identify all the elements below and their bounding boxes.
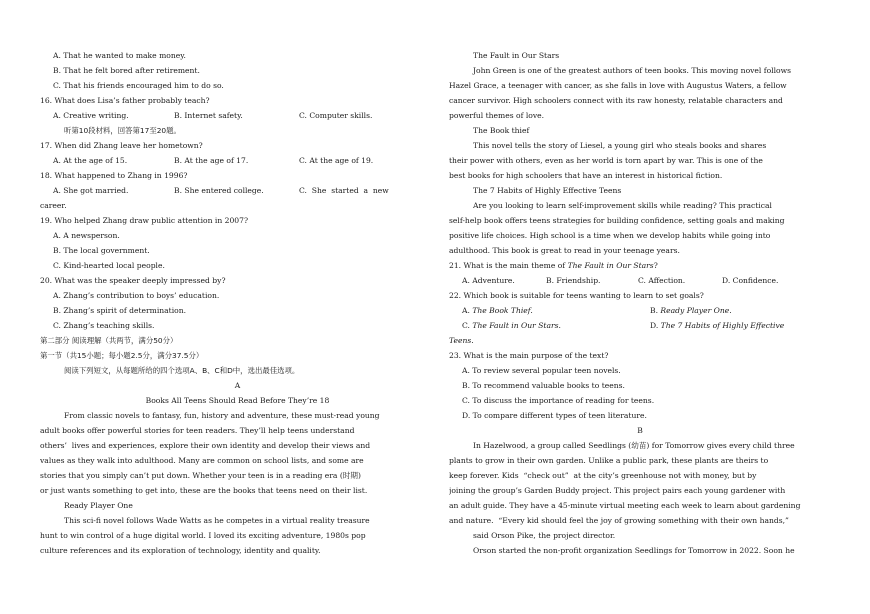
- q21-option-a: A. Adventure.: [462, 276, 515, 285]
- fault-line-1: John Green is one of the greatest authors of teen books. This moving novel follows: [473, 66, 791, 75]
- intro-line-6: or just wants something to get into, these are the books that teens need on their list.: [40, 486, 368, 495]
- q21-stem-title: The Fault in Our Stars: [567, 261, 654, 270]
- q17-stem: 17. When did Zhang leave her hometown?: [40, 141, 203, 150]
- intro-line-1: From classic novels to fantasy, fun, history and adventure, these must-read young: [64, 411, 380, 420]
- q20-option-b: B. Zhang’s spirit of determination.: [53, 306, 187, 315]
- ready-player-one-title: Ready Player One: [64, 501, 133, 510]
- passage-b-line-6: and nature. “Every kid should feel the joy of growing something with their own hands,”: [449, 516, 789, 525]
- intro-line-4: values as they walk into adulthood. Many are common on school lists, and some are: [40, 456, 364, 465]
- q18-options: [40, 183, 435, 198]
- q22-options-cd: [449, 318, 831, 333]
- q22-stem: 22. Which book is suitable for teens wanting to learn to set goals?: [449, 291, 704, 300]
- q19-option-a: A. A newsperson.: [53, 231, 120, 240]
- q19-option-c: C. Kind-hearted local people.: [53, 261, 165, 270]
- q22-option-c-letter: C.: [462, 321, 473, 330]
- q21-option-c: C. Affection.: [638, 276, 686, 285]
- q21-stem-prefix: 21. What is the main theme of: [449, 261, 568, 270]
- q17-option-a: A. At the age of 15.: [53, 156, 128, 165]
- passage-b-line-8: Orson started the non-profit organization Seedlings for Tomorrow in 2022. Soon he: [473, 546, 795, 555]
- fault-line-3: cancer survivor. High schoolers connect with its raw honesty, relatable characters and: [449, 96, 783, 105]
- q21-option-b: B. Friendship.: [546, 276, 601, 285]
- q22-option-d-text: The 7 Habits of Highly Effective: [660, 321, 785, 330]
- rpo-line-3: culture references and its exploration of technology, identity and quality.: [40, 546, 321, 555]
- passage-b-label: B: [637, 426, 643, 435]
- q16-option-a: A. Creative writing.: [53, 111, 129, 120]
- thief-line-3: best books for high schoolers that have an interest in historical fiction.: [449, 171, 723, 180]
- passage-b-line-3: keep forever. Kids “check out” at the city’s greenhouse not with money, but by: [449, 471, 757, 480]
- passage-a-label: A: [234, 381, 241, 390]
- q21-option-d: D. Confidence.: [722, 276, 779, 285]
- q21-options: [449, 273, 831, 288]
- q22-option-a-letter: A.: [462, 306, 473, 315]
- rpo-line-1: This sci-fi novel follows Wade Watts as he competes in a virtual reality treasure: [64, 516, 370, 525]
- q18-option-a: A. She got married.: [53, 186, 129, 195]
- right-column: [449, 48, 831, 558]
- q16-option-c: C. Computer skills.: [299, 111, 373, 120]
- habits-line-1: Are you looking to learn self-improvement skills while reading? This practical: [473, 201, 772, 210]
- q22-options-ab: [449, 303, 831, 318]
- q23-option-c: C. To discuss the importance of reading for teens.: [462, 396, 655, 405]
- thief-line-2: their power with others, even as her world is torn apart by war. This is one of the: [449, 156, 763, 165]
- q18-option-c: C. She started a new: [299, 186, 389, 195]
- passage-b-line-7: said Orson Pike, the project director.: [473, 531, 616, 540]
- q16-option-b: B. Internet safety.: [174, 111, 243, 120]
- q18-option-b: B. She entered college.: [174, 186, 264, 195]
- habits-title: The 7 Habits of Highly Effective Teens: [473, 186, 622, 195]
- q16-stem: 16. What does Lisa’s father probably teach?: [40, 96, 210, 105]
- q20-option-c: C. Zhang’s teaching skills.: [53, 321, 155, 330]
- q23-option-b: B. To recommend valuable books to teens.: [462, 381, 625, 390]
- thief-line-1: This novel tells the story of Liesel, a young girl who steals books and shares: [473, 141, 767, 150]
- q15-option-c: C. That his friends encouraged him to do so.: [53, 81, 224, 90]
- q23-stem: 23. What is the main purpose of the text?: [449, 351, 609, 360]
- q15-option-b: B. That he felt bored after retirement.: [53, 66, 200, 75]
- habits-line-3: positive life choices. High school is a time when we develop habits while going into: [449, 231, 771, 240]
- q22-option-b-letter: B.: [650, 306, 661, 315]
- q17-options: [40, 153, 435, 168]
- intro-line-5: stories that you simply can’t put down. Whether your teen is in a reading era (时期): [40, 471, 361, 480]
- q15-option-a: A. That he wanted to make money.: [53, 51, 186, 60]
- q22-option-b: [650, 303, 732, 318]
- listening-instruction: 听第10段材料，回答第17至20题。: [64, 126, 181, 135]
- fault-title: The Fault in Our Stars: [473, 51, 560, 60]
- q22-option-b-text: Ready Player One.: [660, 306, 732, 315]
- q19-stem: 19. Who helped Zhang draw public attention in 2007?: [40, 216, 249, 225]
- q21-stem-suffix: ?: [653, 261, 658, 270]
- q16-options: [40, 108, 435, 123]
- q22-option-a: [462, 303, 650, 318]
- rpo-line-2: hunt to win control of a huge digital world. I loved its exciting adventure, 1980s pop: [40, 531, 366, 540]
- passage-a-title: Books All Teens Should Read Before They’re 18: [145, 396, 330, 405]
- passage-b-line-4: joining the group’s Garden Buddy project. This project pairs each young gardener with: [449, 486, 786, 495]
- intro-line-2: adult books offer powerful stories for teen readers. They’ll help teens understand: [40, 426, 355, 435]
- fault-line-4: powerful themes of love.: [449, 111, 545, 120]
- left-column: [40, 48, 435, 558]
- passage-b-line-5: an adult guide. They have a 45-minute virtual meeting each week to learn about gardening: [449, 501, 801, 510]
- fault-line-2: Hazel Grace, a teenager with cancer, as she falls in love with Augustus Waters, a fellow: [449, 81, 787, 90]
- passage-b-line-1: In Hazelwood, a group called Seedlings (幼苗) for Tomorrow gives every child three: [473, 441, 795, 450]
- q17-option-c: C. At the age of 19.: [299, 156, 374, 165]
- section1-heading: 第一节（共15小题；每小题2.5分，满分37.5分）: [40, 351, 204, 360]
- thief-title: The Book thief: [473, 126, 530, 135]
- q22-option-d-letter: D.: [650, 321, 661, 330]
- q23-option-d: D. To compare different types of teen literature.: [462, 411, 647, 420]
- q22-option-d: [650, 318, 784, 333]
- q17-option-b: B. At the age of 17.: [174, 156, 249, 165]
- q22-option-d-cont: [449, 333, 831, 348]
- q23-option-a: A. To review several popular teen novels.: [462, 366, 621, 375]
- q22-option-d-text-cont: Teens.: [449, 336, 474, 345]
- q22-option-a-text: The Book Thief.: [472, 306, 533, 315]
- reading-instruction: 阅读下列短文，从每题所给的四个选项A、B、C和D中，选出最佳选项。: [64, 366, 300, 375]
- q20-option-a: A. Zhang’s contribution to boys’ education.: [53, 291, 220, 300]
- intro-line-3: others’ lives and experiences, explore their own identity and develop their views and: [40, 441, 371, 450]
- q21-stem: [449, 258, 831, 273]
- passage-b-line-2: plants to grow in their own garden. Unlike a public park, these plants are theirs to: [449, 456, 769, 465]
- habits-line-4: adulthood. This book is great to read in your teenage years.: [449, 246, 680, 255]
- q22-option-c: [462, 318, 650, 333]
- q18-stem: 18. What happened to Zhang in 1996?: [40, 171, 188, 180]
- q20-stem: 20. What was the speaker deeply impressed by?: [40, 276, 226, 285]
- habits-line-2: self-help book offers teens strategies for building confidence, setting goals and making: [449, 216, 785, 225]
- q22-option-c-text: The Fault in Our Stars.: [472, 321, 561, 330]
- q19-option-b: B. The local government.: [53, 246, 150, 255]
- q18-option-c-cont: career.: [40, 201, 67, 210]
- part2-heading: 第二部分 阅读理解（共两节，满分50分）: [40, 336, 178, 345]
